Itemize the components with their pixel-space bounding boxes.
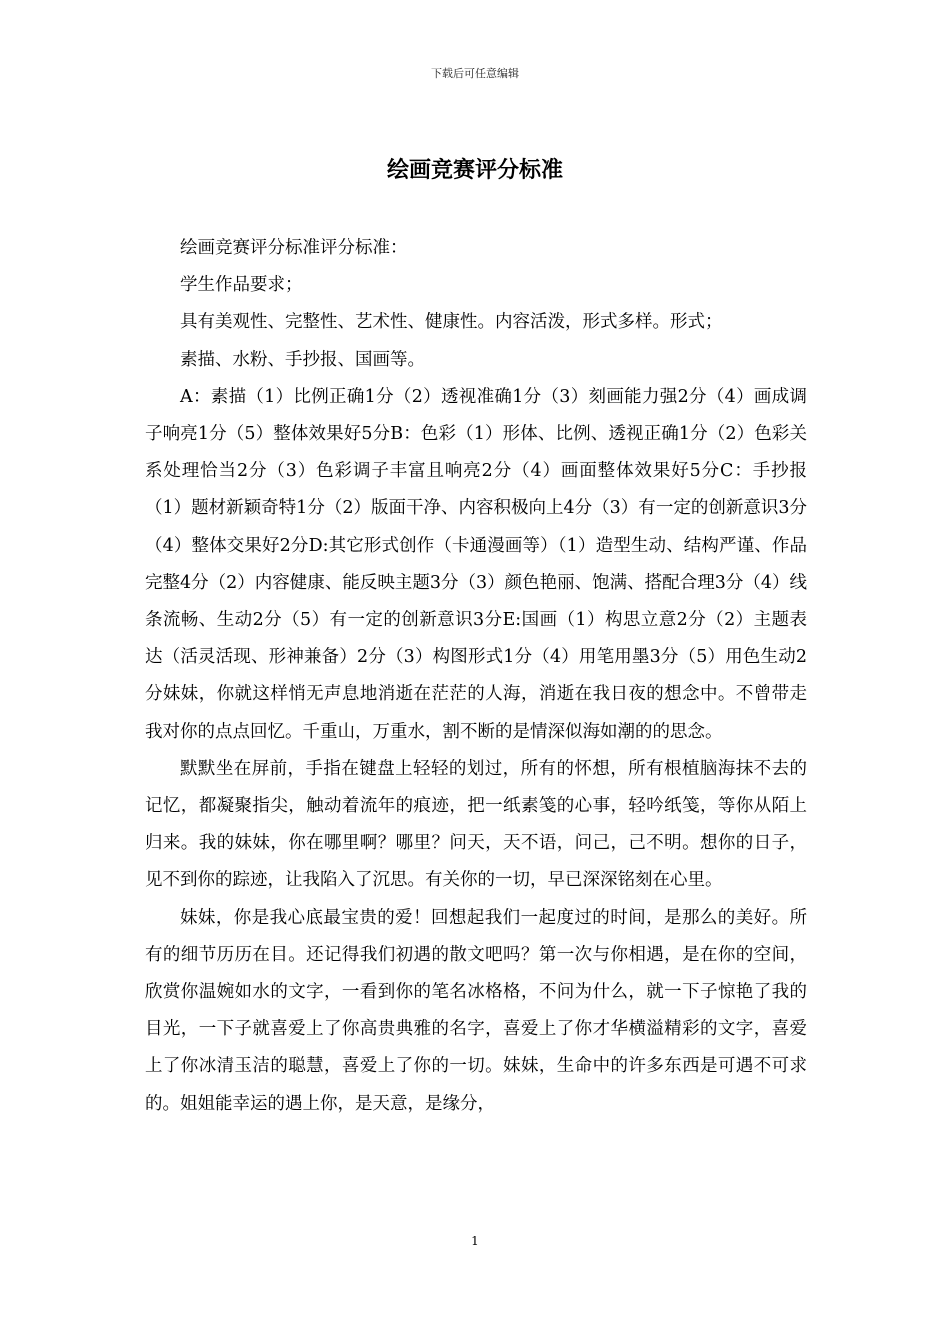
paragraph: 学生作品要求； (180, 275, 303, 296)
page-number: 1 (471, 1234, 479, 1248)
document-title: 绘画竞赛评分标准 (386, 157, 563, 183)
document-body (145, 230, 807, 1123)
paragraph: 绘画竞赛评分标准评分标准： (180, 238, 408, 258)
paragraph: A：素描（1）比例正确1分（2）透视准确1分（3）刻画能力强2分（4）画成调子响亮1分（5）整体效果好5分B：色彩（1）形体、比例、透视正确1分（2）色彩关系处理恰当2分（3）色彩调子丰富且响亮2分（4）画面整体效果好5分C：手抄报（1）题材新颖奇特1分（2）版面干净、内容积极向上4分（3）有一定的创新意识3分（4）整体交果好2分D:其它形式创作（卡通漫画等）（1）造型生动、结构严谨、作品完整4分（2）内容健康、能反映主题3分（3）颜色艳丽、饱满、搭配合理3分（4）线条流畅、生动2分（5）有一定的创新意识3分E:国画（1）构思立意2分（2）主题表达（活灵活现、形神兼备）2分（3）构图形式1分（4）用笔用墨3分（5）用色生动2分妹妹，你就这样悄无声息地消逝在茫茫的人海，消逝在我日夜的想念中。不曾带走我对你的点点回忆。千重山，万重水，割不断的是情深似海如潮的的思念。 (145, 386, 807, 742)
paragraph: 具有美观性、完整性、艺术性、健康性。内容活泼，形式多样。形式； (180, 312, 723, 333)
paragraph: 默默坐在屏前，手指在键盘上轻轻的划过，所有的怀想，所有根植脑海抹不去的记忆，都凝聚指尖，触动着流年的痕迹，把一纸素笺的心事，轻吟纸笺，等你从陌上归来。我的妹妹，你在哪里啊？哪里？问天，天不语，问己，己不明。想你的日子，见不到你的踪迹，让我陷入了沉思。有关你的一切，早已深深铭刻在心里。 (145, 758, 807, 891)
header-note: 下载后可任意编辑 (431, 67, 519, 80)
paragraph: 妹妹，你是我心底最宝贵的爱！回想起我们一起度过的时间，是那么的美好。所有的细节历历在目。还记得我们初遇的散文吧吗？第一次与你相遇，是在你的空间，欣赏你温婉如水的文字，一看到你的笔名冰格格，不问为什么，就一下子惊艳了我的目光，一下子就喜爱上了你高贵典雅的名字，喜爱上了你才华横溢精彩的文字，喜爱上了你冰清玉洁的聪慧，喜爱上了你的一切。妹妹，生命中的许多东西是可遇不可求的。姐姐能幸运的遇上你，是天意，是缘分， (145, 907, 807, 1114)
paragraph: 素描、水粉、手抄报、国画等。 (180, 349, 425, 370)
